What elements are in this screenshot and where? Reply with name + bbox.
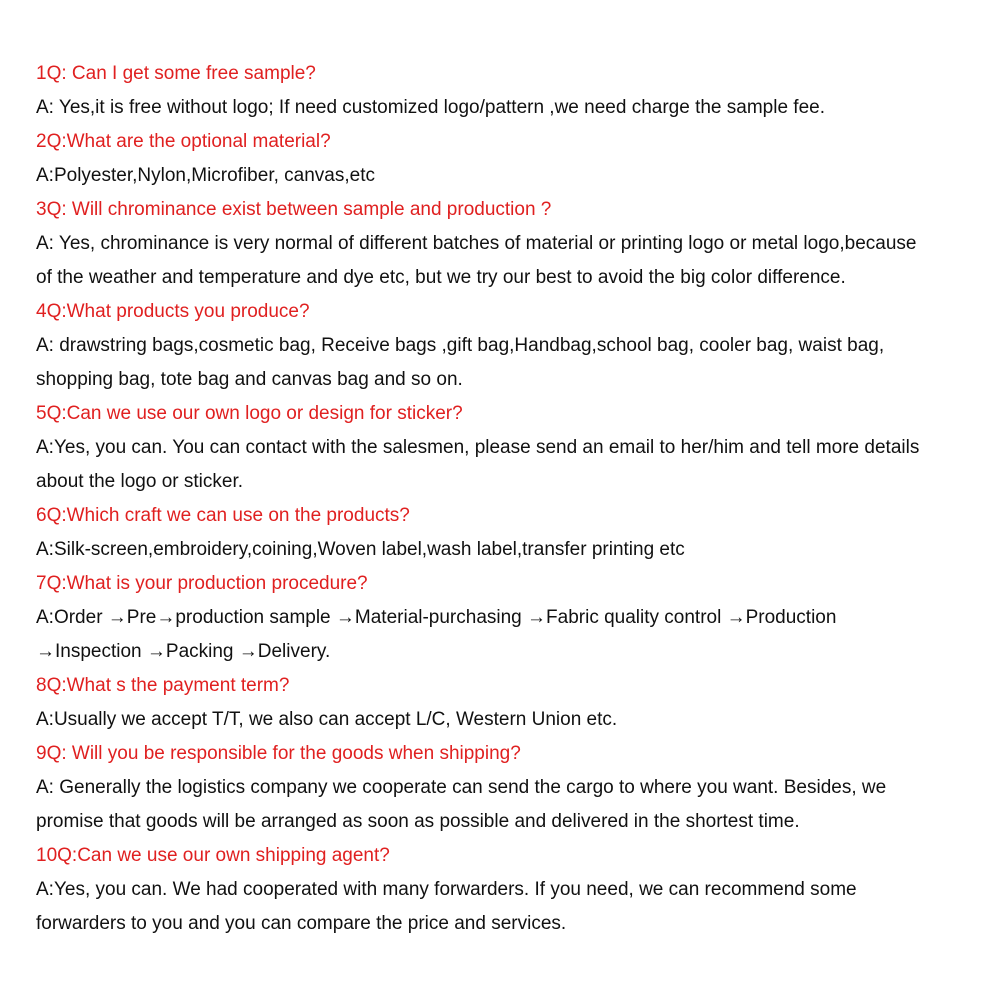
faq-answer-line: of the weather and temperature and dye etc, but we try our best to avoid the big color difference. [36,267,846,288]
faq-question: 2Q:What are the optional material? [36,131,331,152]
faq-item [36,839,976,941]
faq-answer-line: promise that goods will be arranged as soon as possible and delivered in the shortest time. [36,811,800,832]
faq-item [36,57,976,125]
faq-answer-line: A:Polyester,Nylon,Microfiber, canvas,etc [36,165,375,186]
faq-question: 4Q:What products you produce? [36,301,310,322]
faq-answer-line: A:Silk-screen,embroidery,coining,Woven label,wash label,transfer printing etc [36,539,685,560]
faq-question: 8Q:What s the payment term? [36,675,290,696]
faq-item [36,397,976,499]
faq-answer-line: forwarders to you and you can compare the price and services. [36,913,567,934]
faq-answer-line: A: Generally the logistics company we cooperate can send the cargo to where you want. Besides, we [36,777,887,798]
faq-answer-line: about the logo or sticker. [36,471,244,492]
faq-question: 1Q: Can I get some free sample? [36,63,316,84]
faq-question: 9Q: Will you be responsible for the goods when shipping? [36,743,521,764]
faq-answer-line: A: Yes,it is free without logo; If need customized logo/pattern ,we need charge the sample fee. [36,97,825,118]
faq-answer-line: A:Yes, you can. We had cooperated with many forwarders. If you need, we can recommend some [36,879,857,900]
faq-question: 6Q:Which craft we can use on the products? [36,505,410,526]
faq-answer-line: shopping bag, tote bag and canvas bag and so on. [36,369,463,390]
faq-answer-line: →Inspection →Packing →Delivery. [36,641,331,662]
faq-item [36,567,976,669]
faq-item [36,669,976,737]
faq-question: 5Q:Can we use our own logo or design for sticker? [36,403,463,424]
faq-question: 7Q:What is your production procedure? [36,573,368,594]
faq-item [36,737,976,839]
faq-answer-line: A: drawstring bags,cosmetic bag, Receive bags ,gift bag,Handbag,school bag, cooler bag, waist bag, [36,335,885,356]
faq-answer-line: A: Yes, chrominance is very normal of different batches of material or printing logo or metal logo,because [36,233,917,254]
faq-item [36,125,976,193]
faq-item [36,295,976,397]
faq-question: 3Q: Will chrominance exist between sample and production ? [36,199,552,220]
faq-question: 10Q:Can we use our own shipping agent? [36,845,390,866]
faq-answer-line: A:Yes, you can. You can contact with the salesmen, please send an email to her/him and tell more details [36,437,920,458]
faq-item [36,193,976,295]
faq-list [36,57,976,941]
faq-answer-line: A:Usually we accept T/T, we also can accept L/C, Western Union etc. [36,709,618,730]
faq-item [36,499,976,567]
faq-answer-line: A:Order →Pre→production sample →Material-purchasing →Fabric quality control →Production [36,607,837,628]
